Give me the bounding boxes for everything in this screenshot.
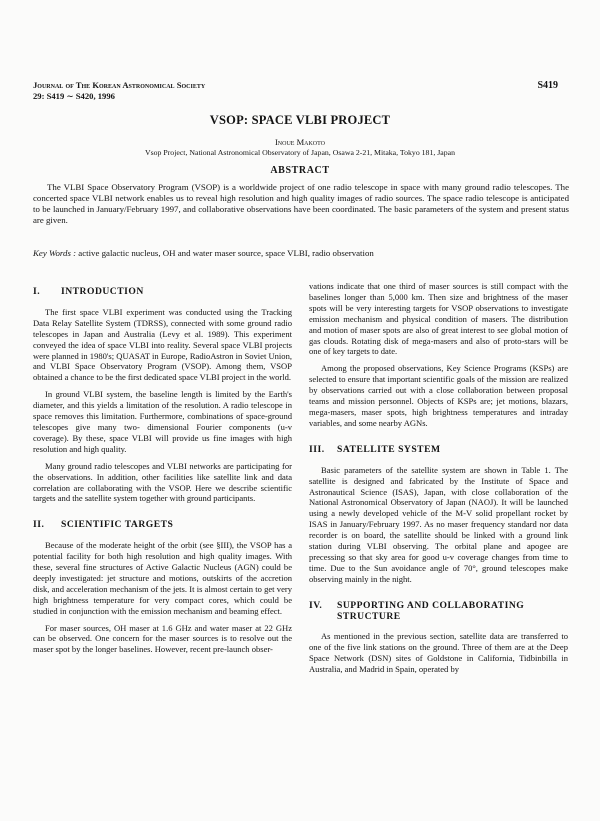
paragraph: Because of the moderate height of the orbit (see §III), the VSOP has a potential facility for both high resolution and high quality images. With these, several fine structures of Active Galactic Nucleus (AGN) could be deeply investigated: jet structure and motions, outskirts of the accretion disk, and acceleration mechanism of the jets. It is almost certain to get very high brightness temperature for very compact cores, which could be studied in conjunction with the emission mechanism and beaming effect. (33, 540, 292, 616)
journal-header (33, 80, 205, 102)
journal-name: Journal of The Korean Astronomical Society (33, 80, 206, 90)
left-column (33, 287, 292, 661)
journal-volume: 29: S419 ∼ S420, 1996 (33, 91, 115, 101)
section-number: I. (33, 286, 41, 297)
right-column (309, 281, 568, 681)
paper-title: VSOP: SPACE VLBI PROJECT (209, 113, 391, 127)
section-heading-satellite-system (309, 445, 568, 456)
section-heading-supporting-structure (309, 601, 568, 623)
paragraph: Basic parameters of the satellite system are shown in Table 1. The satellite is designed and fabricated by the Institute of Space and Astronautical Science (ISAS), Japan, with close collaboration of the National Astronomical Observatory of Japan (NAOJ). It will be launched using a newly developed vehicle of the M-V solid propellant rocket by ISAS in January/February 1997. As no maser frequency standard nor data recorder is on board, the satellite should be linked with a ground link station during VLBI observing. The orbital plane and apogee are precessing so that sky area for good u-v coverage changes from time to time. Due to the Sun avoidance angle of 70°, ground telescopes make observing mainly in the night. (309, 464, 568, 584)
paragraph: For maser sources, OH maser at 1.6 GHz and water maser at 22 GHz can be observed. One concern for the maser sources is to resolve out the maser spot by the longer baselines. However, recent pre-launch obser- (33, 622, 292, 655)
keywords-text: active galactic nucleus, OH and water maser source, space VLBI, radio observation (78, 248, 374, 258)
paragraph: In ground VLBI system, the baseline length is limited by the Earth's diameter, and this yields a limitation of the resolution. A radio telescope in space removes this limitation. Furthermore, combinations of space-ground telescopes give many two- dimensional Fourier components (u-v coverage). By these, space VLBI will provide us fine images with high resolution and high quality. (33, 389, 292, 454)
paragraph: Among the proposed observations, Key Science Programs (KSPs) are selected to ensure that important scientific goals of the mission are realized by observations carried out with a close collaboration between proposal teams and mission personnel. Objects of KSPs are; jet motions, blazars, mega-masers, maser spots, high brightness temperatures and intraday variables, and some nearby AGNs. (309, 363, 568, 428)
section-title: SUPPORTING AND COLLABORATING STRUCTURE (337, 599, 525, 622)
abstract-text: The VLBI Space Observatory Program (VSOP) is a worldwide project of one radio telescope in space with many ground radio telescopes. The concerted space VLBI network enables us to reveal high resolution and high quality images of radio sources. The space radio telescope is anticipated to be launched in January/February 1997, and collaborative observations have been coordinated. The basic parameters of the system and present status are given. (33, 182, 569, 226)
section-number: II. (33, 519, 45, 531)
section-number: IV. (309, 599, 323, 611)
section-title: INTRODUCTION (61, 286, 144, 297)
page-number: S419 (537, 80, 558, 91)
paper-affiliation: Vsop Project, National Astronomical Observatory of Japan, Osawa 2-21, Mitaka, Tokyo 181, Japan (144, 148, 456, 157)
keywords-label: Key Words : (33, 248, 77, 258)
section-title: SCIENTIFIC TARGETS (61, 519, 174, 531)
paragraph: Many ground radio telescopes and VLBI networks are participating for the observations. In addition, other facilities like satellite link and data correlation are collaborating with the VSOP. Here we describe scientific targets and the satellite system together with ground participants. (33, 460, 292, 504)
paper-author: Inoue Makoto (274, 137, 326, 147)
paragraph: vations indicate that one third of maser sources is still compact with the baselines longer than 5,000 km. Then size and brightness of the maser spots will be very interesting targets for VSOP observations to investigate emission mechanism and physical condition of masers. The distribution and motion of maser spots are also of great interest to see global motion of gas clouds. Rotating disk of mega-masers and also of proto-stars will be one of key targets to date. (309, 281, 568, 357)
paragraph: The first space VLBI experiment was conducted using the Tracking Data Relay Satellite System (TDRSS), connected with some ground radio telescopes in Japan and Australia (Levy et al. 1989). This experiment conveyed the idea of space VLBI into reality. Several space VLBI projects were planned in 1980's; QUASAT in Europe, RadioAstron in Soviet Union, and VLBI Space Observatory Program (VSOP). Among them, VSOP obtained a chance to be the first dedicated space VLBI project in the world. (33, 306, 292, 383)
paragraph: As mentioned in the previous section, satellite data are transferred to one of the five link stations on the ground. Three of them are at the Deep Space Network (DSN) sites of Goldstone in California, Tidbinbilla in Australia, and Madrid in Spain, operated by (309, 631, 568, 675)
section-title: SATELLITE SYSTEM (337, 443, 441, 455)
keywords (33, 248, 569, 259)
abstract-heading: ABSTRACT (270, 165, 330, 176)
section-heading-scientific-targets (33, 520, 292, 531)
section-heading-introduction (33, 287, 292, 298)
section-number: III. (309, 443, 325, 455)
